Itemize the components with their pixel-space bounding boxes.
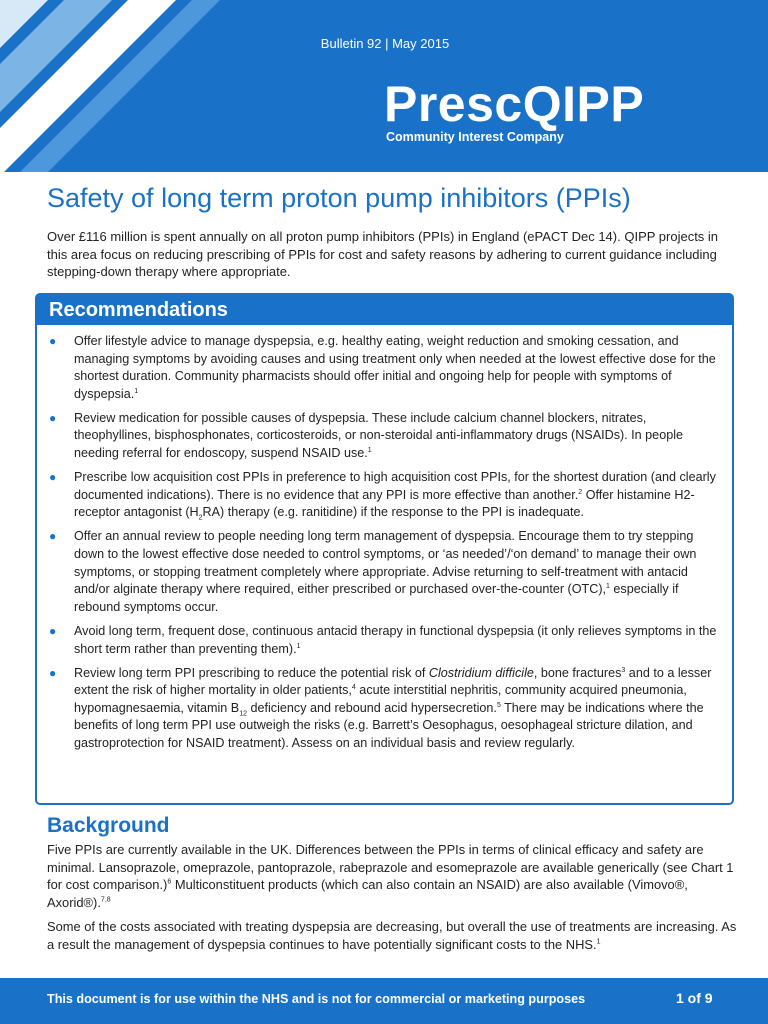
recommendation-item: ● Prescribe low acquisition cost PPIs in preference to high acquisition cost PPIs, for the shortest duration (and clearly documented indications). There is no evidence that any PPI is more effective than another.$^2$ Offer histamine H2-receptor antagonist $(H_2RA)$ therapy (e.g. ranitidine) if the response to the PPI is inadequate. <box>49 470 716 522</box>
decorative-stripes <box>0 0 220 172</box>
header-band <box>0 0 768 172</box>
logo-subtitle: Community Interest Company <box>386 130 564 144</box>
background-heading: Background <box>47 814 170 837</box>
recommendations-header <box>37 295 732 325</box>
background-paragraph-2: Some of the costs associated with treating dyspepsia are decreasing, but overall the use of treatments are increasing. As a result the management of dyspepsia continues to have potentially significant costs to the NHS.$^1$ <box>47 919 737 952</box>
recommendation-item: ● Review medication for possible causes of dyspepsia. These include calcium channel blockers, nitrates, theophyllines, bisphosphonates, corticosteroids, or non-steroidal anti-inflammatory drugs (NSAIDs). In people needing referral for endoscopy, suspend NSAID use.$^1$ <box>49 410 684 461</box>
recommendation-item: ● Offer an annual review to people needing long term management of dyspepsia. Encourage them to try stepping down to the lowest effective dose needed to control symptoms, or ‘as needed’/‘on demand’ to manage their own symptoms, or stopping treatment completely where appropriate. Advise returning to self-treatment with antacid and/or alginate therapy where required, either prescribed or purchased over-the-counter (OTC),$^1$ especially if rebound symptoms occur. <box>49 529 697 614</box>
bullet-icon: ● <box>49 470 57 485</box>
bullet-icon: ● <box>49 529 57 544</box>
recommendations-list <box>49 333 721 759</box>
recommendations-box <box>35 293 734 805</box>
bullet-icon: ● <box>49 410 57 425</box>
intro-paragraph: Over £116 million is spent annually on all proton pump inhibitors (PPIs) in England (ePACT Dec 14). QIPP projects in this area focus on reducing prescribing of PPIs for cost and safety reasons by adhering to current guidance including stepping-down therapy where appropriate. <box>47 229 719 279</box>
recommendation-item: ● Avoid long term, frequent dose, continuous antacid therapy in functional dyspepsia (it only relieves symptoms in the short term rather than preventing them).$^1$ <box>49 623 717 656</box>
recommendation-item: ● Offer lifestyle advice to manage dyspepsia, e.g. healthy eating, weight reduction and smoking cessation, and managing symptoms by avoiding causes and using treatment only when needed at the lowest effective dose for the shortest duration. Community pharmacists should offer initial and ongoing help for people with symptoms of dyspepsia.$^1$ <box>49 334 716 401</box>
prescqipp-logo <box>384 76 744 156</box>
logo-wordmark: PrescQIPP <box>384 76 645 132</box>
bullet-icon: ● <box>49 623 57 638</box>
footer-notice: This document is for use within the NHS and is not for commercial or marketing purposes <box>47 992 586 1006</box>
bulletin-info: Bulletin 92 | May 2015 <box>320 36 450 51</box>
footer-band <box>0 978 768 1024</box>
bullet-icon: ● <box>49 334 57 348</box>
recommendations-heading: Recommendations <box>49 299 228 321</box>
bullet-icon: ● <box>49 665 57 680</box>
page-number: 1 of 9 <box>676 990 713 1006</box>
recommendation-item: ● Review long term PPI prescribing to reduce the potential risk of Clostridium difficile, bone fractures$^3$ and to a lesser extent the risk of higher mortality in older patients,$^4$ acute interstitial nephritis, community acquired pneumonia, hypomagnesaemia, vitamin $B_{12}$ deficiency and rebound acid hypersecretion.$^5$ There may be indications where the benefits of long term PPI use outweigh the risks (e.g. Barrett’s Oesophagus, oesophageal stricture dilation, and gastroprotection for NSAID treatment). Assess on an individual basis and review regularly. <box>49 665 712 750</box>
page-title: Safety of long term proton pump inhibitors (PPIs) <box>47 183 631 213</box>
background-paragraph-1: Five PPIs are currently available in the UK. Differences between the PPIs in terms of clinical efficacy and safety are minimal. Lansoprazole, omeprazole, pantoprazole, rabeprazole and esomeprazole are available generically (see Chart 1 for cost comparison.)$^6$ Multiconstituent products (which can also contain an NSAID) are also available (Vimovo®, Axorid®).$^{7,8}$ <box>47 842 734 910</box>
